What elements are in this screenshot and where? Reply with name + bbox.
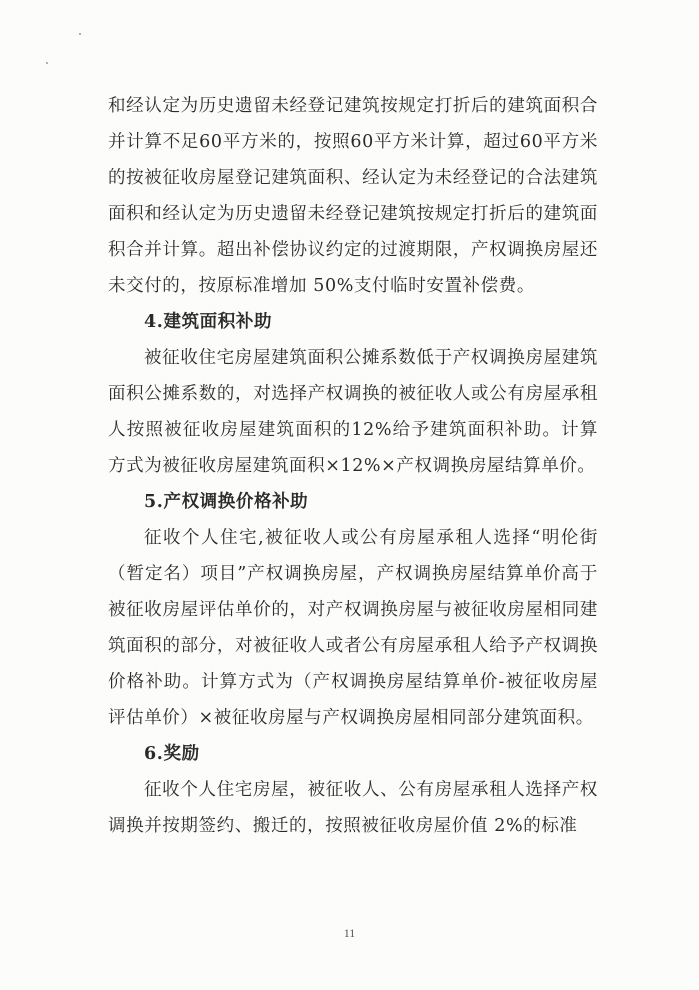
paragraph-relocation-compensation: 和经认定为历史遗留未经登记建筑按规定打折后的建筑面积合并计算不足60平方米的，按照60平方米计算，超过60平方米的按被征收房屋登记建筑面积、经认定为未经登记的合法建筑面积和经认定为历史遗留未经登记建筑按规定打折后的建筑面积合并计算。超出补偿协议约定的过渡期限，产权调换房屋还未交付的，按原标准增加 50%支付临时安置补偿费。	[108, 96, 598, 296]
heading-reward: 6.奖励	[144, 744, 200, 764]
heading-area-subsidy: 4.建筑面积补助	[144, 312, 273, 332]
document-body	[108, 88, 598, 844]
scan-speck	[46, 62, 48, 64]
paragraph-area-subsidy: 被征收住宅房屋建筑面积公摊系数低于产权调换房屋建筑面积公摊系数的，对选择产权调换的被征收人或公有房屋承租人按照被征收房屋建筑面积的12%给予建筑面积补助。计算方式为被征收房屋建筑面积×12%×产权调换房屋结算单价。	[108, 348, 598, 476]
paragraph-price-subsidy: 征收个人住宅,被征收人或公有房屋承租人选择“明伦街（暂定名）项目”产权调换房屋，产权调换房屋结算单价高于被征收房屋评估单价的，对产权调换房屋与被征收房屋相同建筑面积的部分，对被征收人或者公有房屋承租人给予产权调换价格补助。计算方式为（产权调换房屋结算单价-被征收房屋评估单价）×被征收房屋与产权调换房屋相同部分建筑面积。	[108, 528, 598, 728]
scan-speck	[79, 33, 81, 35]
heading-price-subsidy: 5.产权调换价格补助	[144, 492, 309, 512]
paragraph-reward: 征收个人住宅房屋，被征收人、公有房屋承租人选择产权调换并按期签约、搬迁的，按照被征收房屋价值 2%的标准	[108, 780, 598, 836]
page-number: 11	[343, 926, 356, 940]
